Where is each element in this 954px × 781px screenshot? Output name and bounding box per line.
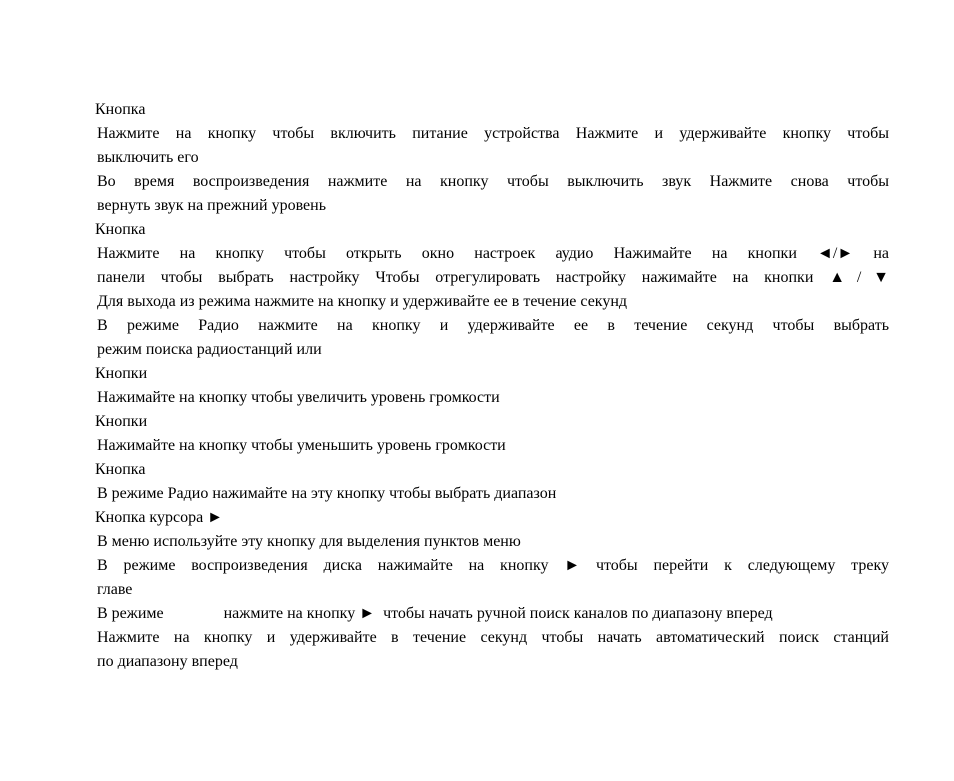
text-line: панели чтобы выбрать настройку Чтобы отрегулировать настройку нажимайте на кнопки ▲/▼	[97, 269, 889, 286]
text-line: выключить его	[97, 149, 199, 166]
section-header-volume-down-buttons: Кнопки	[95, 413, 148, 430]
section-header-volume-up-buttons: Кнопки	[95, 365, 148, 382]
text-line: Нажимайте на кнопку чтобы увеличить уровень громкости	[97, 389, 500, 406]
text-line: главе	[97, 581, 133, 598]
text-line: Нажмите на кнопку чтобы включить питание устройства Нажмите и удерживайте кнопку чтобы	[97, 125, 889, 142]
text-line: Для выхода из режима нажмите на кнопку и удерживайте ее в течение секунд	[97, 293, 628, 310]
text-line: В меню используйте эту кнопку для выделения пунктов меню	[97, 533, 521, 550]
text-line: В режиме нажмите на кнопку ► чтобы начать ручной поиск каналов по диапазону вперед	[97, 605, 773, 622]
text-line: режим поиска радиостанций или	[97, 341, 322, 358]
text-line: по диапазону вперед	[97, 653, 238, 670]
section-header-audio-button: Кнопка	[95, 221, 146, 238]
section-header-band-button: Кнопка	[95, 461, 146, 478]
text-line: вернуть звук на прежний уровень	[97, 197, 327, 214]
text-line: Нажмите на кнопку чтобы открыть окно настроек аудио Нажимайте на кнопки ◄/► на	[97, 245, 889, 262]
text-line: В режиме воспроизведения диска нажимайте на кнопку ► чтобы перейти к следующему треку	[97, 557, 889, 574]
text-line: В режиме Радио нажмите на кнопку и удерживайте ее в течение секунд чтобы выбрать	[97, 317, 889, 334]
text-line: Нажмите на кнопку и удерживайте в течение секунд чтобы начать автоматический поиск станций	[97, 629, 889, 646]
section-header-cursor-button: Кнопка курсора ►	[95, 509, 224, 526]
text-line: Нажимайте на кнопку чтобы уменьшить уровень громкости	[97, 437, 506, 454]
text-line: В режиме Радио нажимайте на эту кнопку чтобы выбрать диапазон	[97, 485, 557, 502]
text-line: Во время воспроизведения нажмите на кнопку чтобы выключить звук Нажмите снова чтобы	[97, 173, 889, 190]
section-header-power-button: Кнопка	[95, 101, 146, 118]
